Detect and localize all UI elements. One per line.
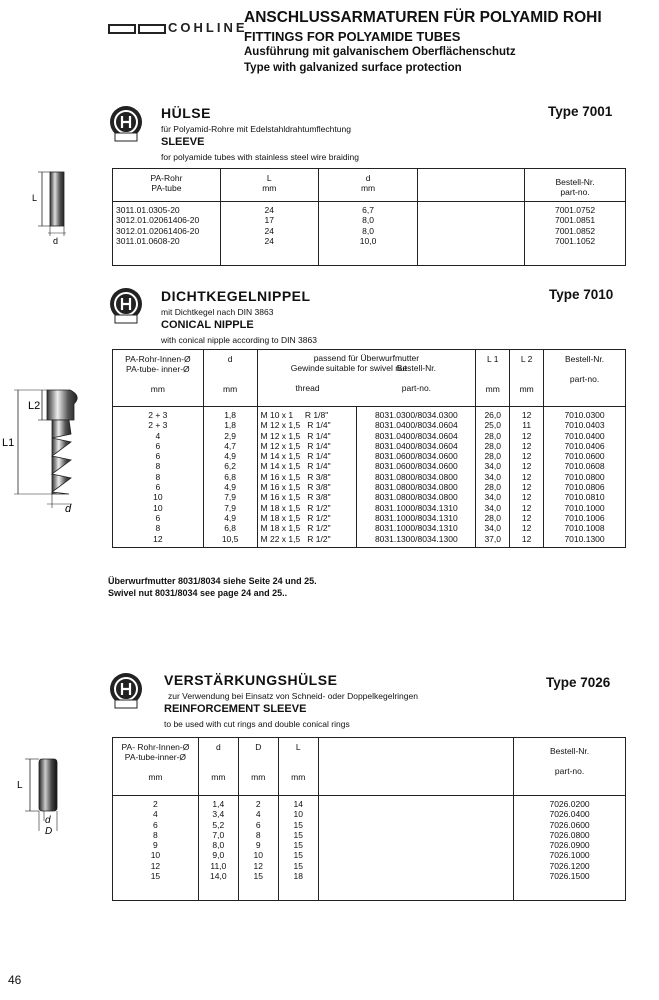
reinf-col-pa: 2 4 6 8 9 10 12 15 [113,796,199,901]
brand-logo: COHLINE [108,20,248,35]
col-header-d: d mm [198,738,238,796]
reinf-type: Type 7026 [546,675,611,690]
nipple-col-l1: 26,0 25,0 28,0 28,0 28,0 34,0 34,0 28,0 34,0 34,0 28,0 34,0 37,0 [476,407,510,548]
sleeve-subtitle-en: for polyamide tubes with stainless steel wire braiding [161,152,359,162]
reinf-col-order: 7026.0200 7026.0400 7026.0600 7026.0800 7026.0900 7026.1000 7026.1200 7026.1500 [514,796,626,901]
sleeve-title-en: SLEEVE [161,136,205,148]
nipple-col-nut: 8031.0300/8034.0300 8031.0400/8034.0604 8031.0400/8034.0604 8031.0400/8034.0604 8031.0600/8034.0600 8031.0600/8034.0600 8031.0800/8034.0800 8031.0800/8034.0800 8031.0800/8034.0800 8031.1000/8034.1310 8031.1000/8034.1310 8031.1000/8034.1310 8031.1300/8034.1300 [357,407,476,548]
col-header-pa-tube: PA-Rohr PA-tube [113,169,221,202]
col-header-l: L mm [220,169,318,202]
col-header-swivel-nut: passend für Überwurfmutter suitable for swivel nut [313,353,420,373]
page-desc-en: Type with galvanized surface protection [244,62,462,74]
nipple-note-de: Überwurfmutter 8031/8034 siehe Seite 24 und 25. [108,576,317,586]
sleeve-title: HÜLSE [161,105,211,121]
reinf-subtitle-de: zur Verwendung bei Einsatz von Schneid- oder Doppelkegelringen [168,691,418,701]
page-title-en: FITTINGS FOR POLYAMIDE TUBES [244,29,461,44]
sleeve-dim-d: d [53,236,59,246]
nipple-col-d: 1,8 1,8 2,9 4,7 4,9 6,2 6,8 4,9 7,9 7,9 4,9 6,8 10,5 [203,407,257,548]
nipple-col-pa: 2 + 3 2 + 3 4 6 6 8 8 6 10 10 6 8 12 [113,407,204,548]
sleeve-col-d: 6,7 8,0 8,0 10,0 [318,202,418,266]
cohline-badge-icon [107,287,145,325]
sleeve-dim-l: L [32,193,38,203]
nipple-type: Type 7010 [549,287,614,302]
col-header-order: Bestell-Nr. part-no. [544,350,626,407]
col-header-thread: Gewinde thread [290,363,325,393]
sleeve-col-order: 7001.0752 7001.0851 7001.0852 7001.1052 [525,202,626,266]
reinf-dim-d: d [45,815,51,826]
page-number: 46 [8,973,22,987]
nipple-subtitle-de: mit Dichtkegel nach DIN 3863 [161,307,274,317]
col-header-order: Bestell-Nr. part-no. [525,169,626,202]
sleeve-subtitle-de: für Polyamid-Rohre mit Edelstahldrahtumflechtung [161,124,351,134]
page-desc-de: Ausführung mit galvanischem Oberflächenschutz [244,46,516,58]
col-header-d: d mm [203,350,257,407]
nipple-drawing [0,382,100,517]
nipple-title: DICHTKEGELNIPPEL [161,288,311,304]
col-header-l: L mm [278,738,318,796]
col-header-pa-inner: PA- Rohr-Innen-Ø PA-tube-inner-Ø mm [113,738,199,796]
sleeve-drawing [30,168,80,248]
nipple-dim-l2: L2 [28,400,41,412]
nipple-dim-d: d [65,503,72,515]
col-header-D: D mm [238,738,278,796]
col-header-l2: L 2 mm [510,350,544,407]
sleeve-table [112,168,626,266]
nipple-table [112,349,626,548]
col-header-nut-order: Bestell-Nr. part-no. [396,363,436,393]
nipple-dim-l1: L1 [2,437,15,449]
nipple-subtitle-en: with conical nipple according to DIN 3863 [161,335,317,345]
nipple-col-l2: 12 11 12 12 12 12 12 12 12 12 12 12 12 [510,407,544,548]
page-title-de: ANSCHLUSSARMATUREN FÜR POLYAMID ROHI [244,9,602,26]
nipple-note-en: Swivel nut 8031/8034 see page 24 and 25.. [108,588,288,598]
reinf-subtitle-en: to be used with cut rings and double conical rings [164,719,350,729]
reinf-dim-D: D [45,826,53,837]
reinf-drawing [15,755,85,840]
sleeve-col-pa: 3011.01.0305-20 3012.01.02061406-20 3012.01.02061406-20 3011.01.0608-20 [113,202,221,266]
reinf-col-d: 1,4 3,4 5,2 7,0 8,0 9,0 11,0 14,0 [198,796,238,901]
col-header-pa-inner: PA-Rohr-Innen-Ø PA-tube- inner-Ø mm [113,350,204,407]
reinf-title-en: REINFORCEMENT SLEEVE [164,703,307,715]
col-header-l1: L 1 mm [476,350,510,407]
nipple-col-thread: M 10 x 1 R 1/8" M 12 x 1,5 R 1/4" M 12 x 1,5 R 1/4" M 12 x 1,5 R 1/4" M 14 x 1,5 R 1/4" M 14 x 1,5 R 1/4" M 16 x 1,5 R 3/8" M 16 x 1,5 R 3/8" M 16 x 1,5 R 3/8" M 18 x 1,5 R 1/2" M 18 x 1,5 R 1/2" M 18 x 1,5 R 1/2" M 22 x 1,5 R 1/2" [257,407,357,548]
reinf-col-D: 2 4 6 8 9 10 12 15 [238,796,278,901]
nipple-title-en: CONICAL NIPPLE [161,319,254,331]
sleeve-type: Type 7001 [548,104,613,119]
cohline-badge-icon [107,105,145,143]
cohline-badge-icon [107,672,145,710]
col-header-d: d mm [318,169,418,202]
reinf-col-l: 14 10 15 15 15 15 15 18 [278,796,318,901]
col-header-order: Bestell-Nr. part-no. [514,738,626,796]
reinf-dim-l: L [17,780,23,791]
reinf-table [112,737,626,901]
sleeve-col-l: 24 17 24 24 [220,202,318,266]
nipple-col-order: 7010.0300 7010.0403 7010.0400 7010.0406 7010.0600 7010.0608 7010.0800 7010.0806 7010.0810 7010.1000 7010.1006 7010.1008 7010.1300 [544,407,626,548]
reinf-title: VERSTÄRKUNGSHÜLSE [164,672,338,688]
